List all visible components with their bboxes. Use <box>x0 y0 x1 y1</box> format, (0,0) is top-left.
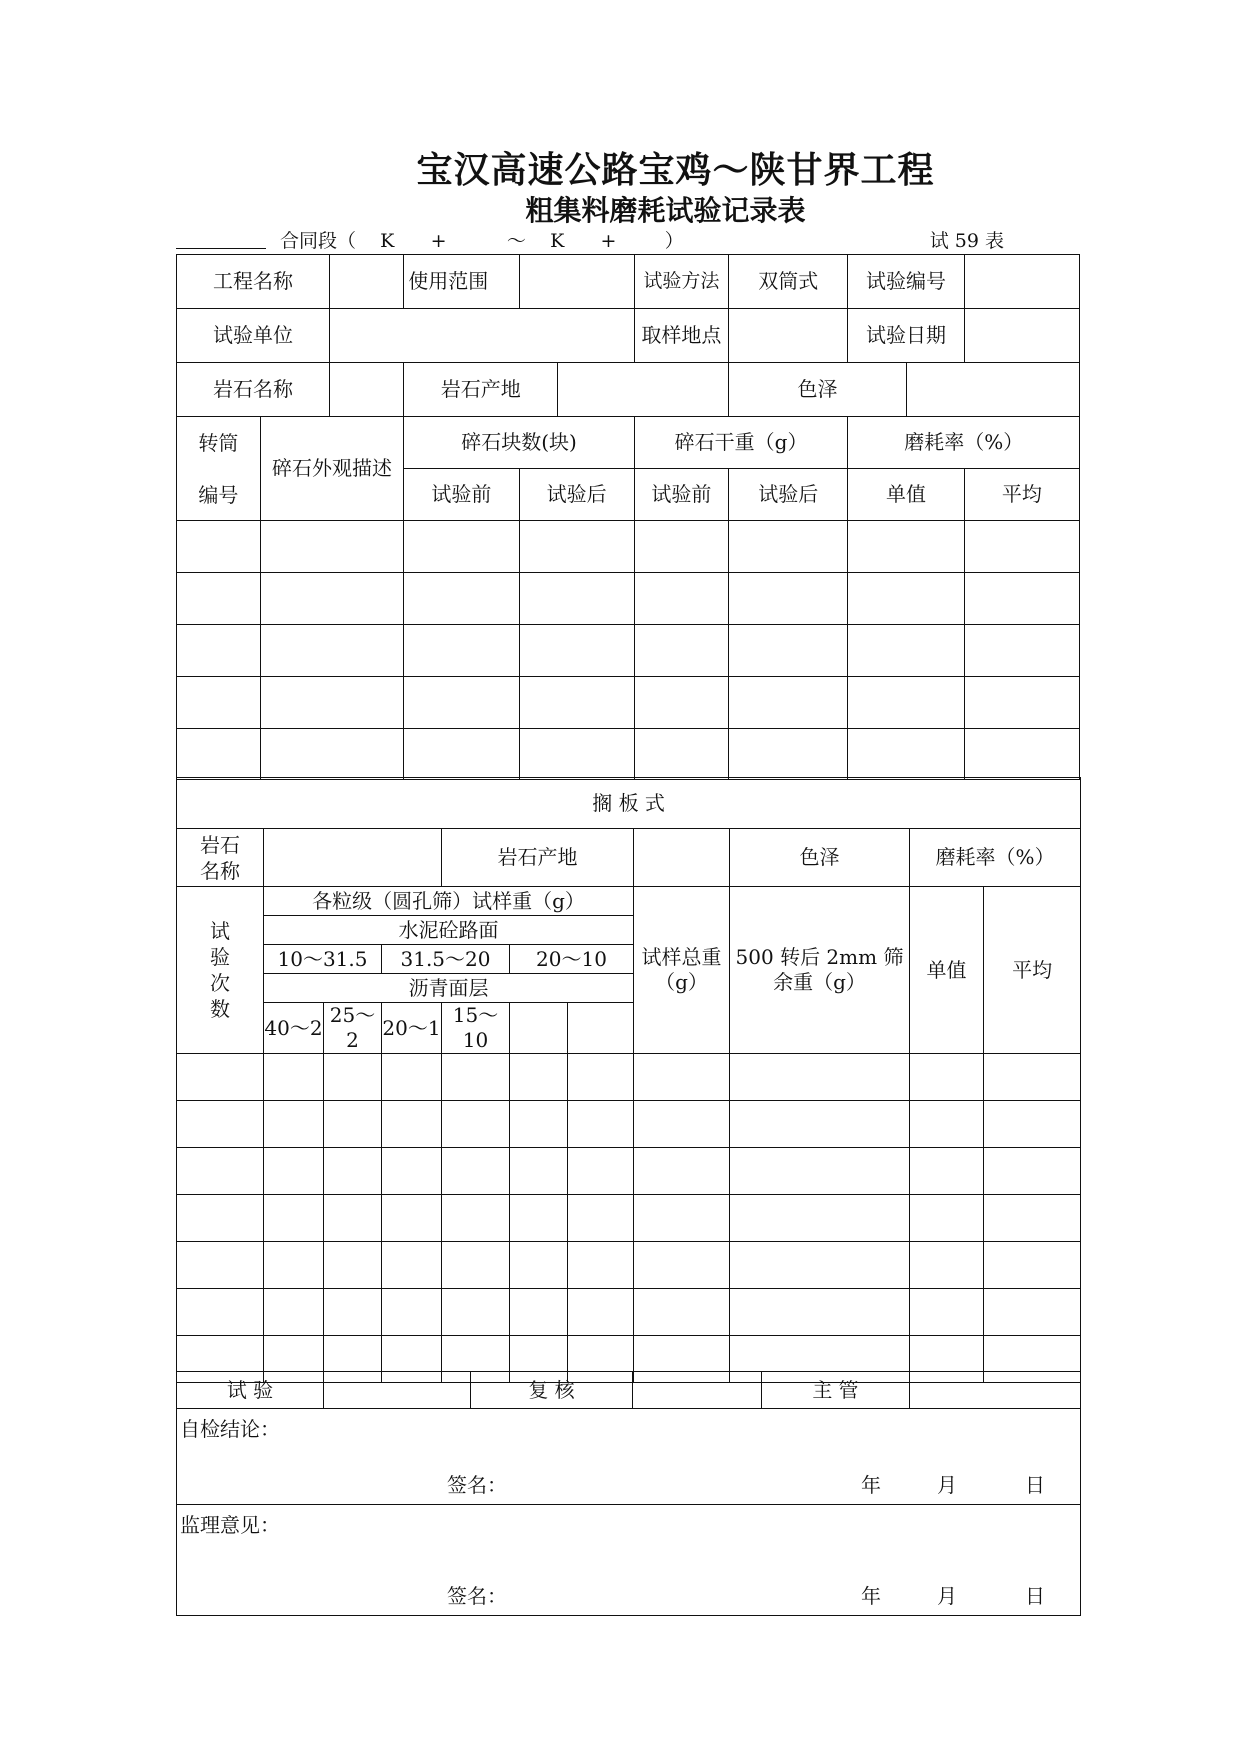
contract-section: 合同段（ K + ～ K + ） <box>280 230 684 252</box>
page-title: 宝汉高速公路宝鸡～陕甘界工程 <box>416 149 935 191</box>
table-cell[interactable] <box>510 1101 568 1148</box>
table-cell[interactable] <box>984 1148 1081 1195</box>
usage-scope-label: 使用范围 <box>404 255 519 309</box>
test-unit-label: 试验单位 <box>177 309 330 363</box>
supervision-month: 月 <box>937 1584 957 1608</box>
table-cell[interactable] <box>510 1289 568 1336</box>
table-cell[interactable] <box>177 1101 264 1148</box>
table-cell[interactable] <box>177 1195 264 1242</box>
table-row <box>177 573 1080 625</box>
test-times-char: 验 <box>210 945 230 969</box>
table-row <box>177 1148 1081 1195</box>
table-cell[interactable] <box>382 1054 442 1101</box>
residue-weight-line2: 余重（g） <box>773 970 866 994</box>
table-cell[interactable] <box>729 677 848 729</box>
table-cell[interactable] <box>634 1242 730 1289</box>
total-weight-line1: 试样总重 <box>641 945 722 969</box>
table-cell[interactable] <box>264 1054 324 1101</box>
table-cell[interactable] <box>442 1242 510 1289</box>
tester-label: 试 验 <box>177 1372 324 1409</box>
table-cell[interactable] <box>519 677 634 729</box>
table-cell[interactable] <box>634 729 728 780</box>
drum-number-line1: 转筒 <box>198 430 239 455</box>
table-cell[interactable] <box>404 625 519 677</box>
table-cell[interactable] <box>729 573 848 625</box>
reviewer-label: 复 核 <box>471 1372 633 1409</box>
table-cell[interactable] <box>177 677 261 729</box>
table-cell[interactable] <box>964 625 1079 677</box>
table-cell[interactable] <box>729 625 848 677</box>
shelf-rock-origin-label: 岩石产地 <box>442 829 634 887</box>
table-cell[interactable] <box>260 625 404 677</box>
shelf-test-table <box>176 777 1081 1383</box>
rock-name-label: 岩石名称 <box>177 363 330 417</box>
table-cell[interactable] <box>382 1195 442 1242</box>
wear-single-header: 单值 <box>848 469 964 521</box>
shelf-wear-rate-label: 磨耗率（%） <box>910 829 1081 887</box>
table-cell[interactable] <box>382 1101 442 1148</box>
test-method-label: 试验方法 <box>634 255 728 309</box>
wear-average-header: 平均 <box>964 469 1079 521</box>
form-subtitle: 粗集料磨耗试验记录表 <box>525 194 806 227</box>
table-cell[interactable] <box>984 1195 1081 1242</box>
table-cell[interactable] <box>404 573 519 625</box>
rock-origin-label: 岩石产地 <box>404 363 558 417</box>
test-method-value: 双筒式 <box>729 255 848 309</box>
table-row <box>177 521 1080 573</box>
usage-scope-field[interactable] <box>519 255 634 309</box>
table-cell[interactable] <box>729 521 848 573</box>
table-row <box>177 625 1080 677</box>
table-cell[interactable] <box>519 625 634 677</box>
asphalt-layer-header: 沥青面层 <box>264 974 634 1003</box>
table-row <box>177 1242 1081 1289</box>
table-cell[interactable] <box>964 677 1079 729</box>
table-cell[interactable] <box>984 1242 1081 1289</box>
weight-before-header: 试验前 <box>634 469 728 521</box>
cement-grade-2: 31.5～20 <box>382 945 510 974</box>
table-cell[interactable] <box>964 573 1079 625</box>
table-row <box>177 1195 1081 1242</box>
table-cell[interactable] <box>510 1148 568 1195</box>
asphalt-grade-2: 25～2 <box>324 1003 382 1054</box>
color-label: 色泽 <box>729 363 907 417</box>
table-cell[interactable] <box>264 1195 324 1242</box>
table-cell[interactable] <box>260 573 404 625</box>
table-cell[interactable] <box>848 573 964 625</box>
table-row <box>177 677 1080 729</box>
test-date-field[interactable] <box>964 309 1079 363</box>
table-cell[interactable] <box>324 1054 382 1101</box>
contract-line <box>176 226 1080 250</box>
table-cell[interactable] <box>177 1148 264 1195</box>
asphalt-grade-3: 20～1 <box>382 1003 442 1054</box>
contract-blank[interactable] <box>176 226 266 249</box>
drum-number-line2: 编号 <box>198 482 239 507</box>
asphalt-grade-5 <box>510 1003 568 1054</box>
table-cell[interactable] <box>634 573 728 625</box>
tester-field[interactable] <box>324 1372 471 1409</box>
table-cell[interactable] <box>634 625 728 677</box>
table-cell[interactable] <box>442 1101 510 1148</box>
test-times-char: 试 <box>210 919 230 943</box>
shelf-color-label: 色泽 <box>730 829 910 887</box>
table-cell[interactable] <box>260 521 404 573</box>
table-cell[interactable] <box>264 1101 324 1148</box>
self-check-year: 年 <box>861 1473 881 1497</box>
table-cell[interactable] <box>177 625 261 677</box>
table-cell[interactable] <box>984 1101 1081 1148</box>
table-cell[interactable] <box>634 1289 730 1336</box>
table-cell[interactable] <box>324 1242 382 1289</box>
table-cell[interactable] <box>910 1101 984 1148</box>
table-cell[interactable] <box>510 1054 568 1101</box>
total-weight-header <box>634 887 730 1054</box>
shelf-rock-name-field[interactable] <box>264 829 442 887</box>
table-cell[interactable] <box>519 573 634 625</box>
test-number-field[interactable] <box>964 255 1079 309</box>
table-cell[interactable] <box>848 677 964 729</box>
table-cell[interactable] <box>848 625 964 677</box>
project-name-label: 工程名称 <box>177 255 330 309</box>
table-cell[interactable] <box>568 1148 634 1195</box>
table-cell[interactable] <box>848 521 964 573</box>
shelf-rock-origin-field[interactable] <box>634 829 730 887</box>
self-check-month: 月 <box>937 1473 957 1497</box>
table-cell[interactable] <box>382 1289 442 1336</box>
self-check-label: 自检结论： <box>180 1417 280 1441</box>
table-cell[interactable] <box>264 1148 324 1195</box>
shelf-single-header: 单值 <box>910 887 984 1054</box>
table-cell[interactable] <box>634 677 728 729</box>
table-cell[interactable] <box>260 677 404 729</box>
self-check-sign-label: 签名： <box>447 1473 507 1497</box>
table-row <box>177 1054 1081 1101</box>
table-cell[interactable] <box>568 1195 634 1242</box>
table-cell[interactable] <box>730 1195 910 1242</box>
test-date-label: 试验日期 <box>848 309 964 363</box>
shelf-average-header: 平均 <box>984 887 1081 1054</box>
asphalt-grade-6 <box>568 1003 634 1054</box>
table-cell[interactable] <box>382 1242 442 1289</box>
test-unit-field[interactable] <box>329 309 634 363</box>
supervision-year: 年 <box>861 1584 881 1608</box>
sampling-site-label: 取样地点 <box>634 309 728 363</box>
table-cell[interactable] <box>177 1289 264 1336</box>
table-cell[interactable] <box>382 1148 442 1195</box>
table-cell[interactable] <box>324 1289 382 1336</box>
test-number-label: 试验编号 <box>848 255 964 309</box>
table-cell[interactable] <box>442 1148 510 1195</box>
weight-after-header: 试验后 <box>729 469 848 521</box>
residue-weight-header <box>730 887 910 1054</box>
shelf-rock-name-line1: 岩石 <box>200 832 240 857</box>
table-cell[interactable] <box>264 1242 324 1289</box>
appearance-header: 碎石外观描述 <box>260 417 404 521</box>
self-check-day: 日 <box>1025 1473 1045 1497</box>
self-check-conclusion[interactable] <box>177 1409 1081 1505</box>
table-cell[interactable] <box>730 1101 910 1148</box>
table-cell[interactable] <box>729 729 848 780</box>
reviewer-field[interactable] <box>633 1372 762 1409</box>
table-cell[interactable] <box>404 677 519 729</box>
block-count-header: 碎石块数(块) <box>404 417 634 469</box>
cement-grade-1: 10～31.5 <box>264 945 382 974</box>
table-cell[interactable] <box>568 1242 634 1289</box>
asphalt-grade-4: 15～10 <box>442 1003 510 1054</box>
table-cell[interactable] <box>730 1289 910 1336</box>
supervisor-field[interactable] <box>910 1372 1081 1409</box>
table-cell[interactable] <box>324 1101 382 1148</box>
sampling-site-field[interactable] <box>729 309 848 363</box>
rock-name-field[interactable] <box>329 363 403 417</box>
table-cell[interactable] <box>910 1242 984 1289</box>
table-cell[interactable] <box>730 1148 910 1195</box>
table-cell[interactable] <box>404 729 519 780</box>
table-cell[interactable] <box>634 1101 730 1148</box>
table-row <box>177 729 1080 780</box>
cement-grade-3: 20～10 <box>510 945 634 974</box>
table-cell[interactable] <box>177 521 261 573</box>
table-cell[interactable] <box>260 729 404 780</box>
project-name-field[interactable] <box>329 255 403 309</box>
dry-weight-header: 碎石干重（g） <box>634 417 848 469</box>
grade-weight-header: 各粒级（圆孔筛）试样重（g） <box>264 887 634 916</box>
cement-pavement-header: 水泥砼路面 <box>264 916 634 945</box>
supervision-label: 监理意见： <box>180 1513 280 1537</box>
table-cell[interactable] <box>177 573 261 625</box>
drum-number-header <box>177 417 261 521</box>
table-cell[interactable] <box>730 1242 910 1289</box>
table-cell[interactable] <box>910 1289 984 1336</box>
table-cell[interactable] <box>510 1242 568 1289</box>
shelf-section-title: 搁 板 式 <box>177 778 1081 829</box>
table-cell[interactable] <box>519 729 634 780</box>
table-cell[interactable] <box>568 1101 634 1148</box>
color-field[interactable] <box>907 363 1080 417</box>
table-cell[interactable] <box>984 1289 1081 1336</box>
shelf-rock-name-line2: 名称 <box>200 858 240 883</box>
supervision-opinion[interactable] <box>177 1505 1081 1616</box>
supervision-day: 日 <box>1025 1584 1045 1608</box>
table-cell[interactable] <box>964 729 1079 780</box>
table-cell[interactable] <box>442 1195 510 1242</box>
count-before-header: 试验前 <box>404 469 519 521</box>
table-cell[interactable] <box>634 521 728 573</box>
table-row <box>177 1101 1081 1148</box>
table-cell[interactable] <box>264 1289 324 1336</box>
table-cell[interactable] <box>519 521 634 573</box>
signature-table <box>176 1371 1081 1616</box>
table-cell[interactable] <box>568 1054 634 1101</box>
table-cell[interactable] <box>324 1148 382 1195</box>
total-weight-line2: （g） <box>655 970 708 994</box>
table-row <box>177 1289 1081 1336</box>
rock-origin-field[interactable] <box>558 363 729 417</box>
table-cell[interactable] <box>964 521 1079 573</box>
table-cell[interactable] <box>984 1054 1081 1101</box>
form-number: 试 59 表 <box>929 230 1004 252</box>
table-cell[interactable] <box>910 1195 984 1242</box>
table-cell[interactable] <box>510 1195 568 1242</box>
table-cell[interactable] <box>324 1195 382 1242</box>
table-cell[interactable] <box>177 1054 264 1101</box>
table-cell[interactable] <box>634 1195 730 1242</box>
residue-weight-line1: 500 转后 2mm 筛 <box>735 945 904 969</box>
wear-rate-header: 磨耗率（%） <box>848 417 1080 469</box>
test-times-char: 数 <box>210 997 230 1021</box>
table-cell[interactable] <box>177 1242 264 1289</box>
table-cell[interactable] <box>442 1054 510 1101</box>
table-cell[interactable] <box>404 521 519 573</box>
asphalt-grade-1: 40～2 <box>264 1003 324 1054</box>
test-times-header <box>177 887 264 1054</box>
count-after-header: 试验后 <box>519 469 634 521</box>
supervisor-label: 主 管 <box>762 1372 910 1409</box>
test-times-char: 次 <box>210 971 230 995</box>
table-cell[interactable] <box>910 1054 984 1101</box>
table-cell[interactable] <box>634 1148 730 1195</box>
drum-test-table <box>176 254 1080 780</box>
table-cell[interactable] <box>730 1054 910 1101</box>
table-cell[interactable] <box>177 729 261 780</box>
table-cell[interactable] <box>634 1054 730 1101</box>
table-cell[interactable] <box>442 1289 510 1336</box>
table-cell[interactable] <box>910 1148 984 1195</box>
table-cell[interactable] <box>848 729 964 780</box>
shelf-rock-name-label <box>177 829 264 887</box>
supervision-sign-label: 签名： <box>447 1584 507 1608</box>
table-cell[interactable] <box>568 1289 634 1336</box>
